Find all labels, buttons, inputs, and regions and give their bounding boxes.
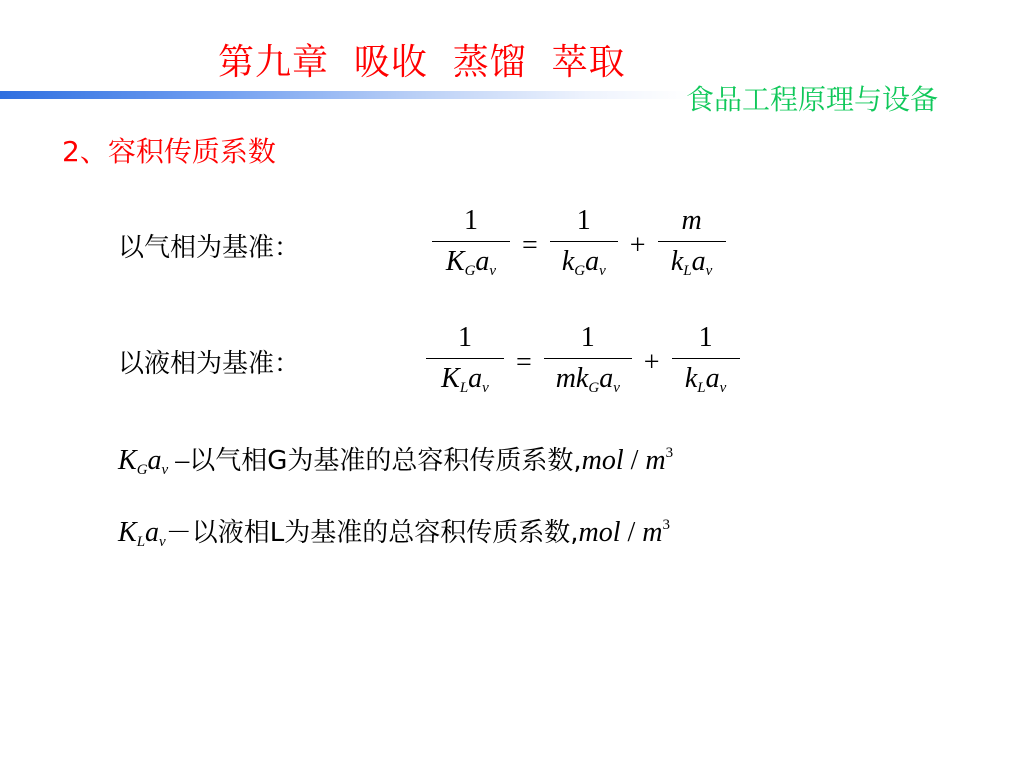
fraction: $\frac{1}{K_Ga_v}$ (432, 203, 510, 289)
definition-kg-text: 以气相G为基准的总容积传质系数, (189, 446, 582, 476)
chapter-title: 第九章 吸收 蒸馏 萃取 (218, 42, 626, 83)
definition-kl: $K_La_v-$以液相L为基准的总容积传质系数,mol / $m^3$ (118, 517, 670, 550)
fraction: $\frac{1}{K_La_v}$ (426, 320, 504, 406)
course-subtitle: 食品工程原理与设备 (686, 83, 939, 116)
fraction: $\frac{m}{k_La_v}$ (658, 203, 726, 289)
fraction: $\frac{1}{k_La_v}$ (672, 320, 740, 406)
section-heading: 2、容积传质系数 (62, 135, 276, 168)
liquid-phase-label: 以液相为基准： (118, 349, 301, 379)
liquid-phase-equation: $\frac{1}{K_La_v}$ = $\frac{1}{mk_Ga_v}$ + $\frac{1}{k_La_v}$ (426, 320, 740, 406)
fraction: $\frac{1}{mk_Ga_v}$ (544, 320, 632, 406)
fraction: $\frac{1}{k_Ga_v}$ (550, 203, 618, 289)
definition-kl-text: 以液相L为基准的总容积传质系数, (191, 518, 579, 548)
gas-phase-label: 以气相为基准： (118, 233, 301, 263)
definition-kg: $K_Ga_v$ –以气相G为基准的总容积传质系数,mol / $m^3$ (118, 445, 674, 478)
header-gradient-bar (0, 91, 690, 99)
gas-phase-equation: $\frac{1}{K_Ga_v}$ = $\frac{1}{k_Ga_v}$ + $\frac{m}{k_La_v}$ (432, 203, 726, 289)
